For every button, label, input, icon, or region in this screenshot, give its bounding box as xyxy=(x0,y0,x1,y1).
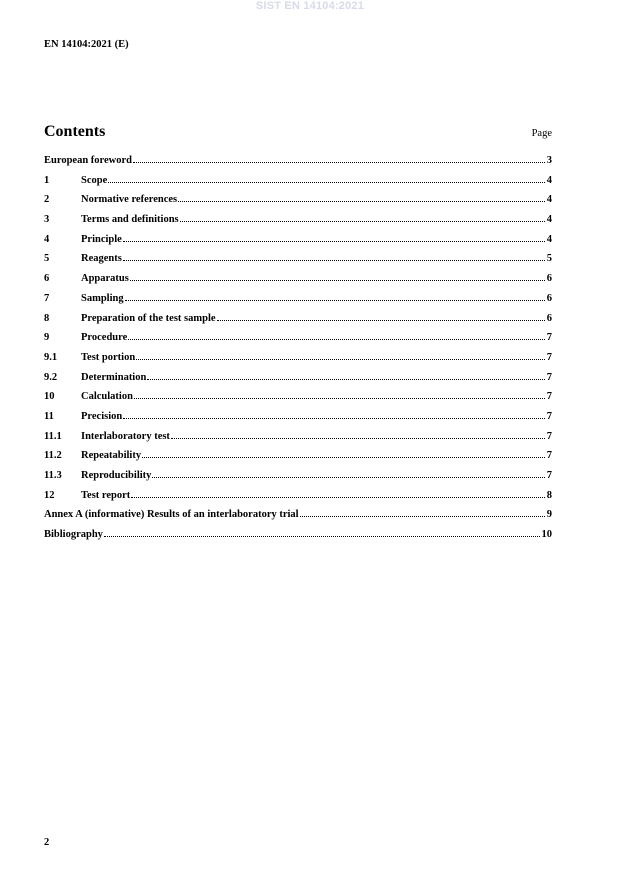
toc-entry[interactable] xyxy=(44,372,552,392)
toc-entry-page: 3 xyxy=(546,155,552,166)
toc-entry[interactable] xyxy=(44,313,552,333)
toc-entry-title: Interlaboratory test xyxy=(81,430,170,442)
toc-entry-page: 7 xyxy=(546,410,552,422)
toc-dot-leader xyxy=(123,418,545,419)
toc-entry-page: 4 xyxy=(546,174,552,186)
toc-entry[interactable] xyxy=(44,509,552,529)
toc-entry-title: Preparation of the test sample xyxy=(81,312,216,324)
toc-dot-leader xyxy=(152,477,544,478)
toc-entry-title: Normative references xyxy=(81,194,178,206)
toc-dot-leader xyxy=(300,516,545,517)
toc-entry-number: 9 xyxy=(44,332,50,344)
toc-dot-leader xyxy=(180,221,545,222)
toc-dot-leader xyxy=(108,182,545,183)
toc-entry-title: Repeatability xyxy=(81,450,142,462)
toc-entry[interactable] xyxy=(44,214,552,234)
toc-entry[interactable] xyxy=(44,352,552,372)
toc-dot-leader xyxy=(131,497,544,498)
toc-dot-leader xyxy=(147,379,544,380)
toc-dot-leader xyxy=(217,320,545,321)
toc-entry[interactable] xyxy=(44,194,552,214)
toc-entry-number: 11.2 xyxy=(44,450,62,462)
toc-entry-page: 7 xyxy=(546,430,552,442)
toc-entry-title: Scope xyxy=(81,174,108,186)
toc-entry-title: Test portion xyxy=(81,351,136,363)
toc-entry-page: 7 xyxy=(546,332,552,344)
toc-entry-title: Annex A (informative) Results of an interlaboratory trial xyxy=(44,509,299,521)
toc-entry[interactable] xyxy=(44,529,552,549)
toc-entry-title: Reproducibility xyxy=(81,470,152,481)
toc-entry-title: Reagents xyxy=(81,253,122,265)
toc-dot-leader xyxy=(142,457,545,458)
toc-entry[interactable] xyxy=(44,293,552,313)
page-column-label: Page xyxy=(531,128,552,139)
toc-entry-number: 3 xyxy=(44,214,50,226)
toc-entry-page: 4 xyxy=(546,194,552,206)
toc-dot-leader xyxy=(123,241,545,242)
toc-entry-number: 6 xyxy=(44,273,50,285)
toc-entry-number: 11.3 xyxy=(44,470,62,481)
toc-entry-title: Calculation xyxy=(81,391,133,403)
toc-entry-page: 6 xyxy=(546,312,552,324)
toc-entry-number: 8 xyxy=(44,312,50,324)
toc-entry[interactable] xyxy=(44,332,552,352)
toc-entry-page: 7 xyxy=(546,351,552,363)
toc-dot-leader xyxy=(128,339,544,340)
toc-dot-leader xyxy=(104,536,540,537)
toc-dot-leader xyxy=(123,260,545,261)
toc-entry-title: Terms and definitions xyxy=(81,214,179,226)
toc-entry[interactable] xyxy=(44,490,552,510)
toc-entry-title: European foreword xyxy=(44,155,132,166)
toc-entry-page: 7 xyxy=(546,450,552,462)
toc-entry[interactable] xyxy=(44,470,552,490)
toc-entry-title: Precision xyxy=(81,410,123,422)
toc-dot-leader xyxy=(125,300,545,301)
toc-dot-leader xyxy=(171,438,545,439)
toc-dot-leader xyxy=(130,280,545,281)
toc-entry-title: Sampling xyxy=(81,292,124,304)
toc-entry-number: 2 xyxy=(44,194,50,206)
toc-entry-number: 11 xyxy=(44,410,54,422)
watermark: SIST EN 14104:2021 xyxy=(255,0,365,12)
toc-entry-title: Procedure xyxy=(81,332,128,344)
toc-entry-number: 1 xyxy=(44,174,50,186)
toc-entry[interactable] xyxy=(44,431,552,451)
toc-entry-page: 9 xyxy=(546,509,552,521)
toc-entry-number: 9.1 xyxy=(44,351,58,363)
toc-entry-page: 7 xyxy=(546,391,552,403)
toc-entry-page: 4 xyxy=(546,214,552,226)
toc-entry-page: 8 xyxy=(546,489,552,501)
toc-entry-page: 5 xyxy=(546,253,552,265)
toc-entry-title: Principle xyxy=(81,233,122,245)
toc-entry[interactable] xyxy=(44,391,552,411)
toc-entry-number: 5 xyxy=(44,253,50,265)
toc-entry-title: Determination xyxy=(81,371,147,383)
toc-dot-leader xyxy=(178,201,545,202)
page-number: 2 xyxy=(44,837,50,848)
document-id: EN 14104:2021 (E) xyxy=(44,39,129,50)
toc-entry-page: 6 xyxy=(546,273,552,285)
toc-entry-number: 11.1 xyxy=(44,430,62,442)
toc-entry-page: 7 xyxy=(546,470,552,481)
toc-entry-title: Bibliography xyxy=(44,529,103,541)
toc-entry-title: Test report xyxy=(81,489,131,501)
toc-entry[interactable] xyxy=(44,175,552,195)
toc-entry[interactable] xyxy=(44,234,552,254)
toc-entry-page: 10 xyxy=(541,529,552,541)
toc-entry[interactable] xyxy=(44,253,552,273)
toc-dot-leader xyxy=(136,359,545,360)
contents-heading: Contents xyxy=(44,123,106,140)
toc-entry-number: 9.2 xyxy=(44,371,58,383)
toc-dot-leader xyxy=(133,162,545,163)
toc-entry-number: 12 xyxy=(44,489,55,501)
toc-entry[interactable] xyxy=(44,155,552,175)
toc-entry[interactable] xyxy=(44,411,552,431)
toc-entry-number: 10 xyxy=(44,391,55,403)
toc-entry-page: 7 xyxy=(546,371,552,383)
toc-entry-page: 6 xyxy=(546,292,552,304)
toc-entry-title: Apparatus xyxy=(81,273,129,285)
table-of-contents xyxy=(44,155,552,549)
toc-entry-number: 7 xyxy=(44,292,50,304)
toc-entry-number: 4 xyxy=(44,233,50,245)
toc-entry[interactable] xyxy=(44,273,552,293)
toc-entry-page: 4 xyxy=(546,233,552,245)
toc-dot-leader xyxy=(134,398,545,399)
toc-entry[interactable] xyxy=(44,450,552,470)
